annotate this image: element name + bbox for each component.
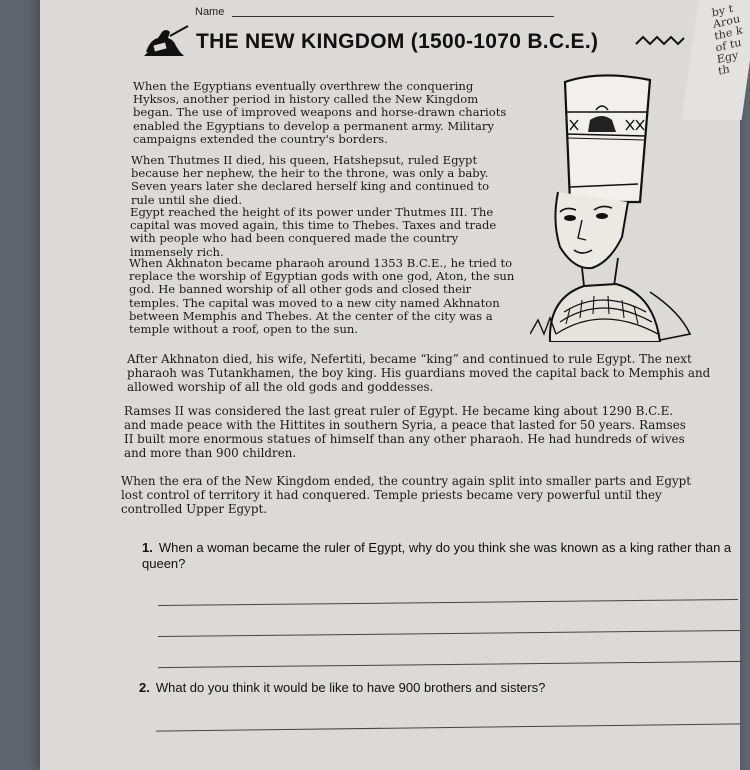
question-1 <box>142 540 732 572</box>
name-label: Name <box>195 6 225 18</box>
paragraph-new-kingdom-end: When the era of the New Kingdom ended, the country again split into smaller parts and Egypt lost control of territory it had conquered. Temple priests became very powerful until they controlled Upper Egypt. <box>121 474 692 516</box>
question-2 <box>139 680 739 696</box>
question-2-number: 2. <box>139 680 150 695</box>
paragraph-ramses: Ramses II was considered the last great ruler of Egypt. He became king about 1290 B.C.E. and made peace with the Hittites in southern Syria, a peace that lasted for 50 years. Ramses II built more enormous statues of himself than any other pharaoh. He had hundreds of wives and more than 900 children. <box>124 404 686 460</box>
paragraph-hatshepsut: When Thutmes II died, his queen, Hatshepsut, ruled Egypt because her nephew, the heir to the throne, was only a baby. Seven years later she declared herself king and continued to rule until she died. <box>131 153 490 207</box>
question-1-text: When a woman became the ruler of Egypt, why do you think she was known as a king rather than a queen? <box>142 540 732 571</box>
scribe-icon <box>140 22 190 60</box>
paragraph-thutmes-iii: Egypt reached the height of its power under Thutmes III. The capital was moved again, this time to Thebes. Taxes and trade with people who had been conquered made the country immensely rich. <box>130 205 497 259</box>
question-1-number: 1. <box>142 540 153 555</box>
adjacent-page-text: by t Arou the k of tu Egy th <box>711 1 744 78</box>
page-title: THE NEW KINGDOM (1500-1070 B.C.E.) <box>196 30 599 53</box>
paragraph-akhnaton: When Akhnaton became pharaoh around 1353 B.C.E., he tried to replace the worship of Egyptian gods with one god, Aton, the sun god. He banned worship of all other gods and closed their temples. The capital was moved to a new city named Akhnaton between Memphis and Thebes. At the center of the city was a temple without a roof, open to the sun. <box>129 256 515 337</box>
paragraph-nefertiti: After Akhnaton died, his wife, Nefertiti, became “king” and continued to rule Egypt. The next pharaoh was Tutankhamen, the boy king. His guardians moved the capital back to Memphis and allowed worship of all the old gods and goddesses. <box>127 352 711 394</box>
wave-flourish-icon <box>634 34 686 48</box>
paragraph-hyksos: When the Egyptians eventually overthrew the conquering Hyksos, another period in history called the New Kingdom began. The use of improved weapons and horse-drawn chariots enabled the Egyptians to develop a permanent army. Military campaigns extended the country's borders. <box>133 79 507 146</box>
name-answer-line <box>232 16 554 17</box>
nefertiti-illustration <box>530 72 700 342</box>
question-2-text: What do you think it would be like to have 900 brothers and sisters? <box>155 680 546 695</box>
